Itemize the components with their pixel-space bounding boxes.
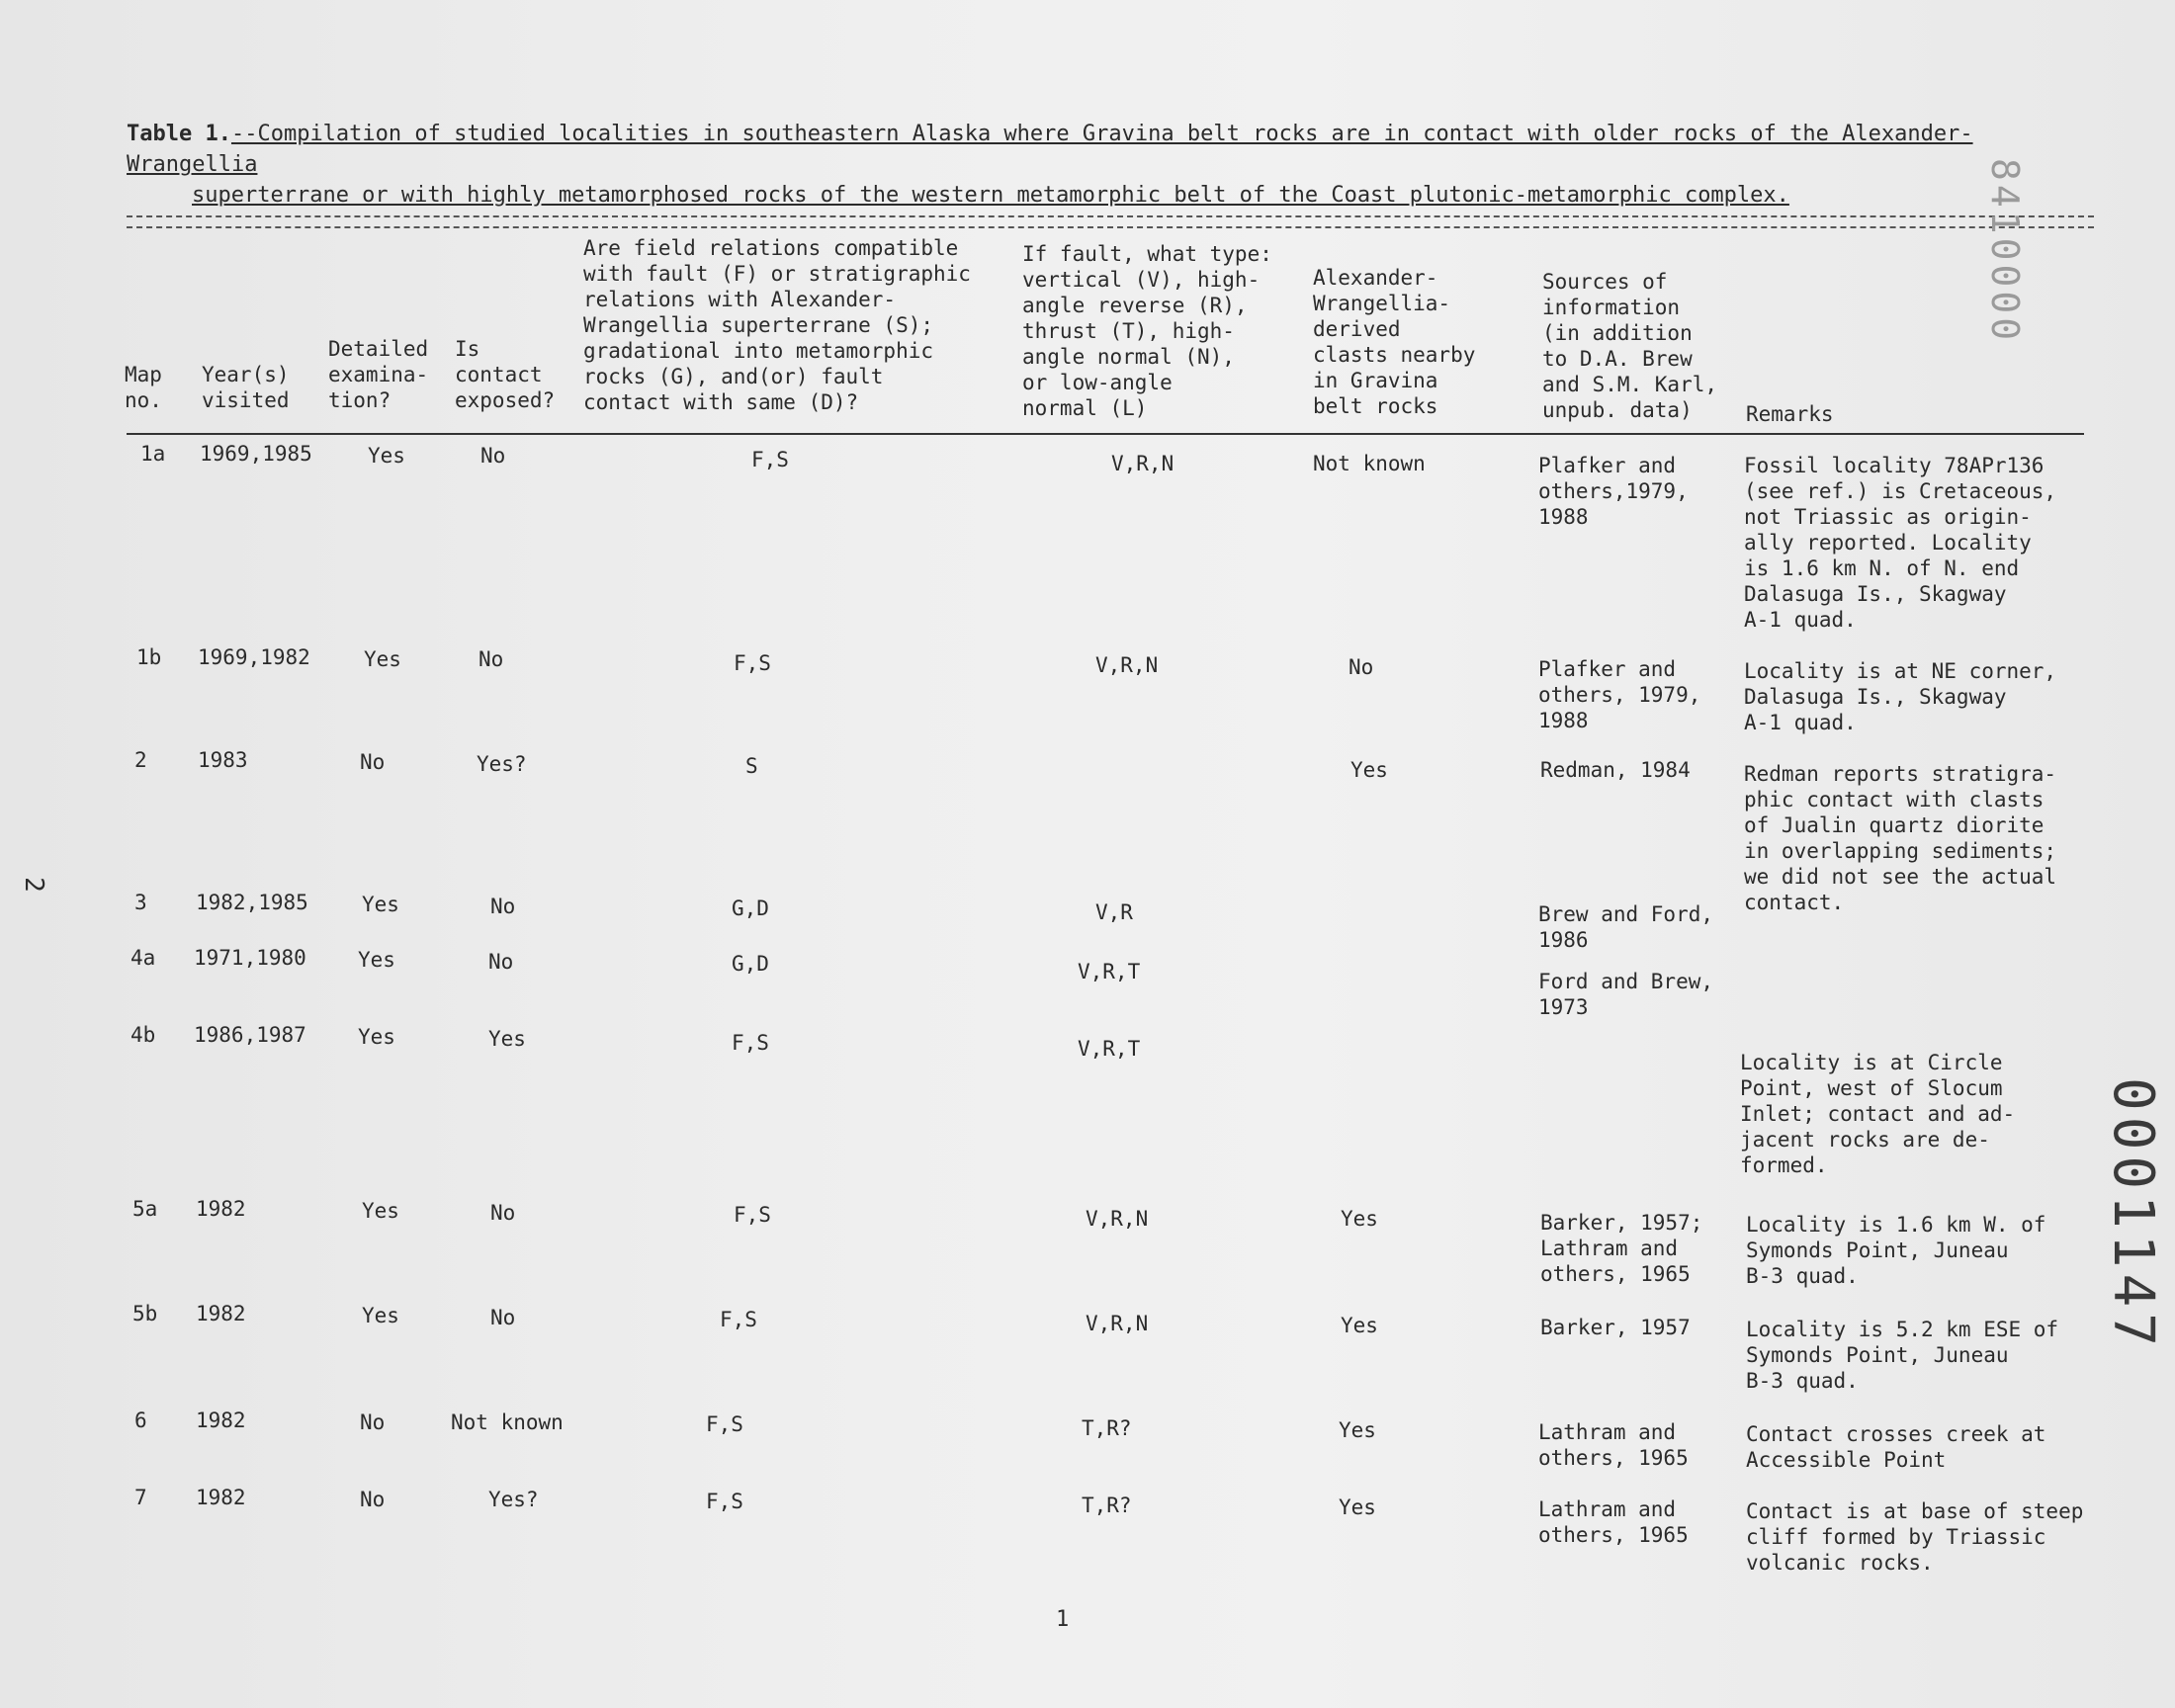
header-remarks: Remarks: [1746, 402, 1834, 426]
cell-fault-type: T,R?: [1082, 1416, 1132, 1440]
cell-map: 6: [134, 1409, 147, 1432]
stamp-number-bottom: 0001147: [2101, 1077, 2165, 1353]
cell-exposed: No: [490, 1306, 516, 1329]
cell-fault-type: V,R,N: [1111, 452, 1174, 475]
cell-sources: Redman, 1984: [1540, 758, 1691, 782]
dashed-rule-top: [127, 215, 2094, 217]
cell-map: 4b: [130, 1023, 156, 1047]
cell-remarks: Redman reports stratigra- phic contact with clasts of Jualin quartz diorite in overlapping sediments; we did not see the actual contact.: [1744, 762, 2057, 914]
dashed-rule-second: [127, 226, 2094, 228]
cell-year: 1971,1980: [194, 946, 306, 970]
cell-clasts: Yes: [1339, 1495, 1376, 1519]
cell-fault-type: V,R: [1095, 900, 1133, 924]
cell-map: 3: [134, 891, 147, 914]
cell-remarks: Locality is at Circle Point, west of Slocum Inlet; contact and ad- jacent rocks are de- formed.: [1740, 1051, 2016, 1177]
cell-year: 1982,1985: [196, 891, 308, 914]
cell-relations: F,S: [734, 1203, 771, 1227]
cell-exposed: Yes: [488, 1027, 526, 1051]
cell-detailed: Yes: [362, 1304, 399, 1327]
header-sources: Sources of information (in addition to D.A. Brew and S.M. Karl, unpub. data): [1542, 270, 1718, 422]
cell-clasts: Yes: [1350, 758, 1388, 782]
cell-exposed: Yes?: [488, 1488, 539, 1511]
header-clasts: Alexander- Wrangellia- derived clasts nearby in Gravina belt rocks: [1313, 266, 1476, 418]
cell-map: 4a: [130, 946, 156, 970]
cell-map: 1b: [136, 645, 162, 669]
cell-detailed: Yes: [362, 893, 399, 916]
cell-clasts: Yes: [1341, 1314, 1378, 1337]
cell-detailed: No: [360, 1488, 386, 1511]
cell-map: 5b: [132, 1302, 158, 1325]
cell-relations: G,D: [732, 897, 769, 920]
cell-relations: S: [745, 754, 758, 778]
cell-year: 1969,1982: [198, 645, 310, 669]
stamp-number-top: 8410000: [1983, 158, 2027, 345]
header-fault-type: If fault, what type: vertical (V), high- angle reverse (R), thrust (T), high- angle normal (N), or low-angle normal (L): [1022, 242, 1272, 420]
cell-map: 7: [134, 1486, 147, 1509]
cell-fault-type: V,R,N: [1095, 653, 1159, 677]
cell-sources: Brew and Ford, 1986: [1538, 902, 1714, 952]
cell-year: 1982: [196, 1197, 246, 1221]
cell-year: 1982: [196, 1486, 246, 1509]
cell-fault-type: V,R,N: [1086, 1207, 1149, 1231]
table-caption: [127, 119, 2064, 211]
cell-detailed: Yes: [358, 948, 395, 972]
page-number: 1: [1056, 1607, 1070, 1632]
cell-relations: F,S: [751, 448, 789, 471]
cell-exposed: No: [480, 444, 506, 468]
cell-remarks: Locality is 1.6 km W. of Symonds Point, Juneau B-3 quad.: [1746, 1213, 2046, 1288]
caption-line-2: superterrane or with highly metamorphosed rocks of the western metamorphic belt of the Coast plutonic-metamorphic complex.: [192, 183, 1789, 208]
cell-relations: F,S: [706, 1412, 743, 1436]
cell-year: 1983: [198, 748, 248, 772]
cell-exposed: No: [490, 895, 516, 918]
cell-exposed: No: [478, 647, 504, 671]
caption-line-1: --Compilation of studied localities in southeastern Alaska where Gravina belt rocks are in contact with older rocks of the Alexander-Wrangellia: [127, 122, 1973, 177]
cell-sources: Plafker and others,1979, 1988: [1538, 454, 1689, 529]
cell-exposed: No: [488, 950, 514, 974]
cell-clasts: Not known: [1313, 452, 1426, 475]
header-contact-exposed: Is contact exposed?: [455, 337, 556, 412]
header-field-relations: Are field relations compatible with fault (F) or stratigraphic relations with Alexander- Wrangellia superterrane (S); gradational into metamorphic rocks (G), and(or) fault contact with same (D)?: [583, 236, 971, 414]
cell-exposed: Not known: [451, 1410, 564, 1434]
cell-remarks: Contact is at base of steep cliff formed by Triassic volcanic rocks.: [1746, 1499, 2084, 1575]
cell-detailed: Yes: [358, 1025, 395, 1049]
cell-relations: F,S: [720, 1308, 757, 1331]
cell-detailed: No: [360, 750, 386, 774]
cell-relations: F,S: [706, 1490, 743, 1513]
cell-sources: Ford and Brew, 1973: [1538, 970, 1714, 1019]
caption-lead: Table 1.: [127, 122, 231, 146]
cell-fault-type: V,R,T: [1078, 1037, 1141, 1061]
cell-map: 5a: [132, 1197, 158, 1221]
header-detailed-exam: Detailed examina- tion?: [328, 337, 429, 412]
cell-fault-type: V,R,N: [1086, 1312, 1149, 1335]
cell-relations: F,S: [732, 1031, 769, 1055]
cell-remarks: Fossil locality 78APr136 (see ref.) is Cretaceous, not Triassic as origin- ally reported. Locality is 1.6 km N. of N. end Dalasuga Is., Skagway A-1 quad.: [1744, 454, 2057, 632]
cell-sources: Lathram and others, 1965: [1538, 1420, 1689, 1470]
cell-sources: Barker, 1957: [1540, 1316, 1691, 1339]
header-map-no: Map no.: [125, 363, 162, 412]
cell-detailed: No: [360, 1410, 386, 1434]
cell-relations: F,S: [734, 651, 771, 675]
cell-relations: G,D: [732, 952, 769, 976]
cell-clasts: Yes: [1341, 1207, 1378, 1231]
cell-fault-type: T,R?: [1082, 1494, 1132, 1517]
header-years-visited: Year(s) visited: [202, 363, 290, 412]
cell-remarks: Contact crosses creek at Accessible Point: [1746, 1422, 2046, 1472]
cell-sources: Lathram and others, 1965: [1538, 1497, 1689, 1547]
cell-year: 1982: [196, 1409, 246, 1432]
cell-map: 2: [134, 748, 147, 772]
header-rule: [127, 433, 2084, 435]
cell-sources: Barker, 1957; Lathram and others, 1965: [1540, 1211, 1703, 1286]
cell-remarks: Locality is at NE corner, Dalasuga Is., Skagway A-1 quad.: [1744, 659, 2057, 734]
cell-exposed: No: [490, 1201, 516, 1225]
cell-clasts: No: [1348, 655, 1374, 679]
cell-detailed: Yes: [364, 647, 401, 671]
cell-remarks: Locality is 5.2 km ESE of Symonds Point, Juneau B-3 quad.: [1746, 1318, 2059, 1393]
cell-exposed: Yes?: [477, 752, 527, 776]
cell-year: 1982: [196, 1302, 246, 1325]
cell-sources: Plafker and others, 1979, 1988: [1538, 657, 1701, 732]
cell-clasts: Yes: [1339, 1418, 1376, 1442]
cell-year: 1969,1985: [200, 442, 312, 466]
cell-detailed: Yes: [362, 1199, 399, 1223]
cell-fault-type: V,R,T: [1078, 960, 1141, 983]
cell-map: 1a: [140, 442, 166, 466]
cell-detailed: Yes: [368, 444, 405, 468]
margin-mark: 2: [18, 877, 48, 893]
cell-year: 1986,1987: [194, 1023, 306, 1047]
